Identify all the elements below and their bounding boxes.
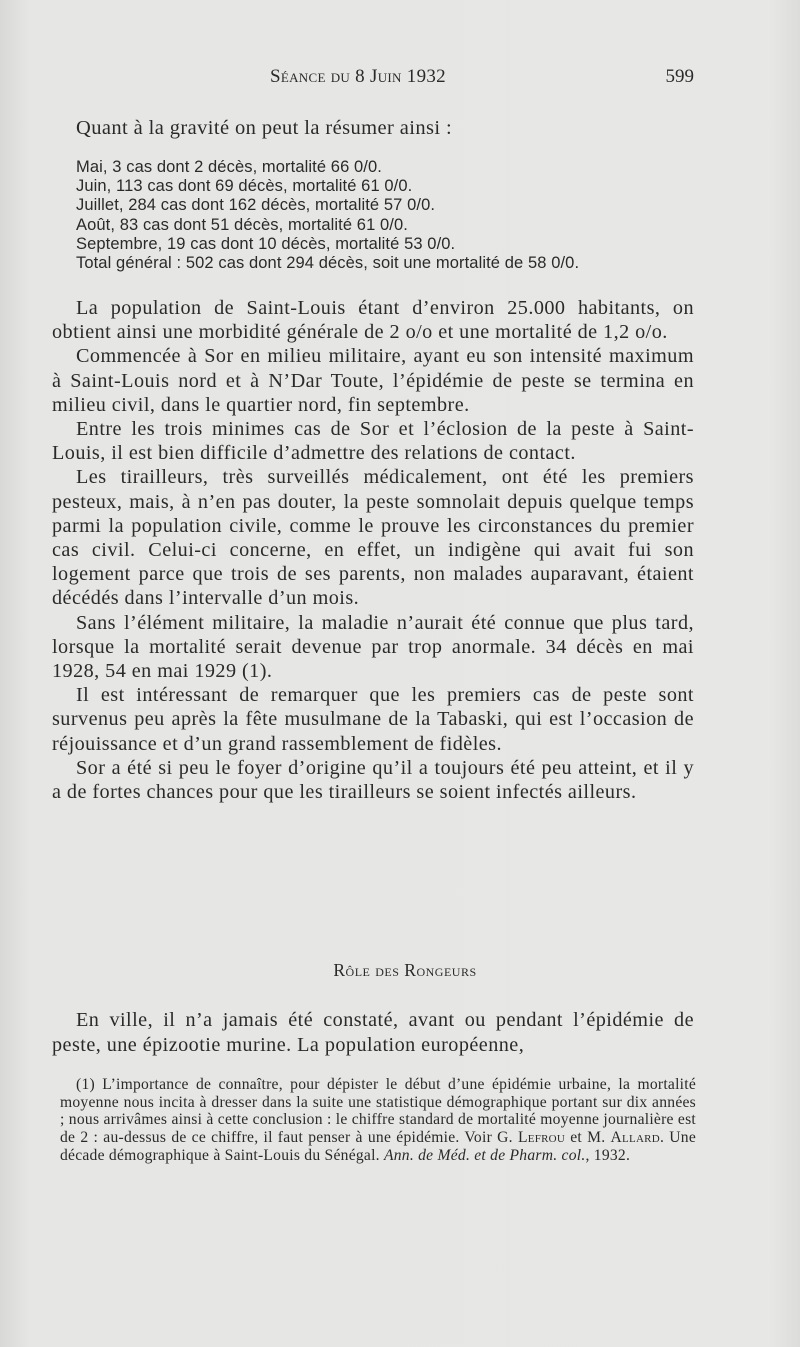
paragraph-sor-cases: Entre les trois minimes cas de Sor et l’éclosion de la peste à Saint-Louis, il est bien difficile d’admettre des relations de contact. (52, 418, 694, 465)
footnote-text-1: (1) L’importance de connaître, pour dépister le début d’une épidémie urbaine, la mortalité moyenne nous incita à dresser dans la suite une statistique démographique portant sur dix années ; nous arrivâmes ainsi à cette conclusion : le chiffre standard de mortalité moyenne journalière est de 2 : au-dessus de ce chiffre, il faut penser à une épidémie. Voir G. (60, 1076, 696, 1147)
footnote-author-lefrou: Lefrou (517, 1129, 566, 1147)
footnote (60, 1076, 696, 1165)
stat-line-september: Septembre, 19 cas dont 10 décès, mortalité 53 0/0. (76, 234, 456, 253)
paragraph-tabaski: Il est intéressant de remarquer que les premiers cas de peste sont survenus peu après la fête musulmane de la Tabaski, qui est l’occasion de réjouissance et d’un grand rassemblement de fidèles. (52, 684, 694, 755)
page-number: 599 (665, 66, 694, 87)
paragraph-tirailleurs: Les tirailleurs, très surveillés médicalement, ont été les premiers pesteux, mais, à n’en pas douter, la peste somnolait depuis quelque temps parmi la population civile, comme le prouve les circonstances du premier cas civil. Celui-ci concerne, en effet, un indigène qui avait fui son logement parce que trois de ses parents, non malades auparavant, étaient décédés dans l’intervalle d’un mois. (52, 466, 694, 610)
stat-line-may: Mai, 3 cas dont 2 décès, mortalité 66 0/0. (76, 158, 382, 176)
section-heading: Rôle des Rongeurs (333, 960, 477, 980)
footnote-journal-title: Ann. de Méd. et de Pharm. col. (383, 1146, 586, 1164)
stat-line-july: Juillet, 284 cas dont 162 décès, mortalité 57 0/0. (76, 196, 436, 215)
stat-line-june: Juin, 113 cas dont 69 décès, mortalité 61 0/0. (76, 177, 413, 196)
monthly-statistics (76, 158, 716, 273)
footnote-paragraph (60, 1076, 696, 1165)
running-head: Séance du 8 Juin 1932 (270, 66, 446, 87)
paragraph-military-element: Sans l’élément militaire, la maladie n’aurait été connue que plus tard, lorsque la mortalité serait devenue par trop anormale. 34 décès en mai 1928, 54 en mai 1929 (1). (52, 611, 694, 683)
paragraph-population: La population de Saint-Louis étant d’environ 25.000 habitants, on obtient ainsi une morbidité générale de 2 o/o et une mortalité de 1,2 o/o. (52, 297, 694, 344)
footnote-author-allard: Allard (610, 1129, 660, 1147)
closing-text (52, 1008, 694, 1057)
body-text (52, 296, 694, 804)
paragraph-epidemic-course: Commencée à Sor en milieu militaire, ayant eu son intensité maximum à Saint-Louis nord et à N’Dar Toute, l’épidémie de peste se termina en milieu civil, dans le quartier nord, fin septembre. (52, 345, 694, 416)
intro-sentence: Quant à la gravité on peut la résumer ainsi : (76, 117, 453, 139)
footnote-text-3: . Une décade démographique à Saint-Louis du Sénégal. (60, 1129, 696, 1164)
stat-line-total: Total général : 502 cas dont 294 décès, soit une mortalité de 58 0/0. (76, 254, 580, 273)
footnote-text-2: et M. (565, 1129, 611, 1147)
footnote-text-4: , 1932. (585, 1146, 631, 1164)
paragraph-sor-origin: Sor a été si peu le foyer d’origine qu’il a toujours été peu atteint, et il y a de fortes chances pour que les tirailleurs se soient infectés ailleurs. (52, 756, 694, 804)
paragraph-city-rodents: En ville, il n’a jamais été constaté, avant ou pendant l’épidémie de peste, une épizootie murine. La population européenne, (52, 1009, 694, 1056)
page-header (0, 66, 800, 96)
stat-line-august: Août, 83 cas dont 51 décès, mortalité 61 0/0. (76, 215, 408, 234)
